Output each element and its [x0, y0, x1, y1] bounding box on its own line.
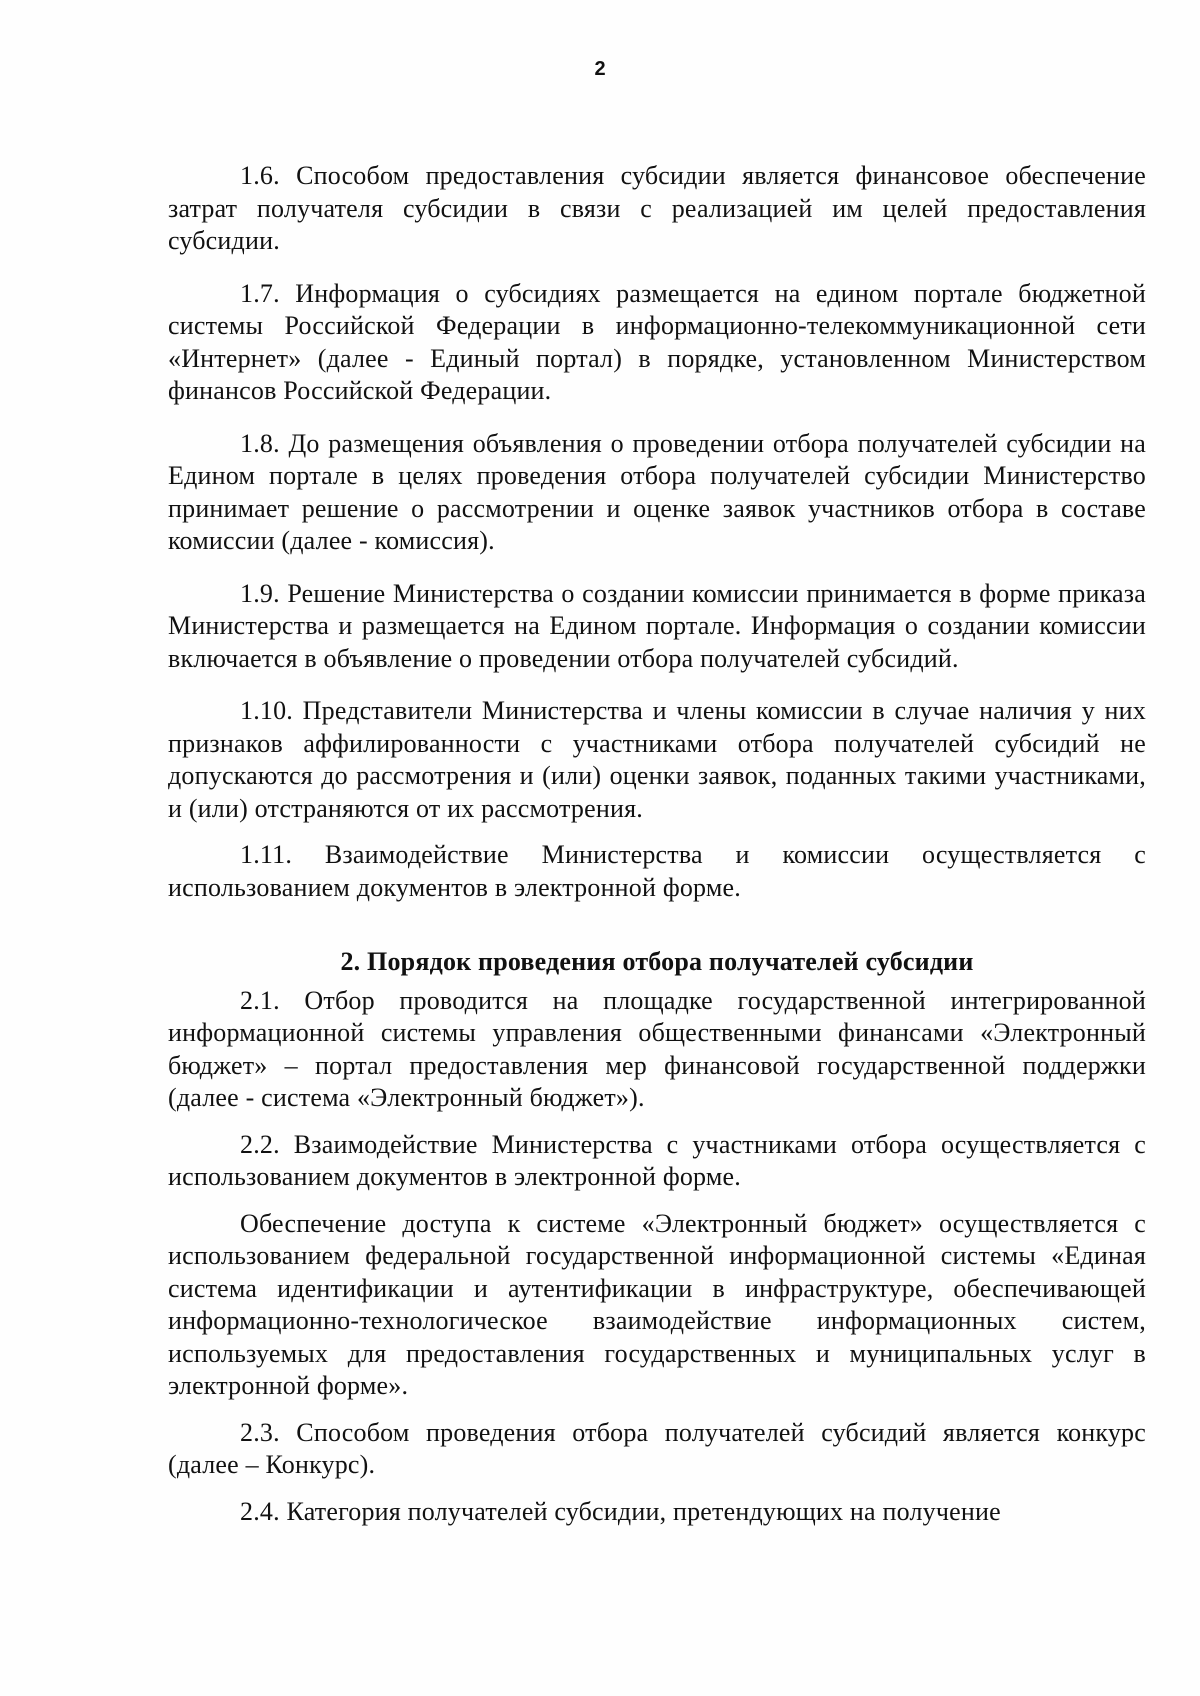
paragraph-1-9: 1.9. Решение Министерства о создании комиссии принимается в форме приказа Министерства и размещается на Едином портале. Информация о создании комиссии включается в объявление о проведении отбора получателей субсидий.: [168, 578, 1146, 673]
paragraph-1-10: 1.10. Представители Министерства и члены комиссии в случае наличия у них признаков аффилированности с участниками отбора получателей субсидий не допускаются до рассмотрения и (или) оценки заявок, поданных такими участниками, и (или) отстраняются от их рассмотрения.: [168, 696, 1146, 823]
document-body: [168, 160, 1146, 1528]
paragraph-2-2-access: Обеспечение доступа к системе «Электронный бюджет» осуществляется с использованием федеральной государственной информационной системы «Единая система идентификации и аутентификации в инфраструктуре, обеспечивающей информационно-технологическое взаимодействие информационных систем, используемых для предоставления государственных и муниципальных услуг в электронной форме».: [168, 1208, 1146, 1400]
paragraph-1-6: 1.6. Способом предоставления субсидии является финансовое обеспечение затрат получателя субсидии в связи с реализацией им целей предоставления субсидии.: [168, 161, 1146, 255]
paragraph-1-11: 1.11. Взаимодействие Министерства и комиссии осуществляется с использованием документов в электронной форме.: [168, 840, 1146, 902]
page-number: 2: [594, 58, 606, 80]
paragraph-1-8: 1.8. До размещения объявления о проведении отбора получателей субсидии на Едином портале в целях проведения отбора получателей субсидии Министерство принимает решение о рассмотрении и оценке заявок участников отбора в составе комиссии (далее - комиссия).: [168, 428, 1146, 555]
section-2-heading: 2. Порядок проведения отбора получателей субсидии: [340, 947, 974, 976]
paragraph-1-7: 1.7. Информация о субсидиях размещается на едином портале бюджетной системы Российской Федерации в информационно-телекоммуникационной сети «Интернет» (далее - Единый портал) в порядке, установленном Министерством финансов Российской Федерации.: [168, 278, 1146, 405]
paragraph-2-1: 2.1. Отбор проводится на площадке государственной интегрированной информационной системы управления общественными финансами «Электронный бюджет» – портал предоставления мер финансовой государственной поддержки (далее - система «Электронный бюджет»).: [168, 985, 1146, 1112]
paragraph-2-2: 2.2. Взаимодействие Министерства с участниками отбора осуществляется с использованием документов в электронной форме.: [168, 1129, 1146, 1191]
paragraph-2-4: 2.4. Категория получателей субсидии, претендующих на получение: [240, 1496, 1001, 1526]
paragraph-2-3: 2.3. Способом проведения отбора получателей субсидий является конкурс (далее – Конкурс).: [168, 1417, 1146, 1479]
